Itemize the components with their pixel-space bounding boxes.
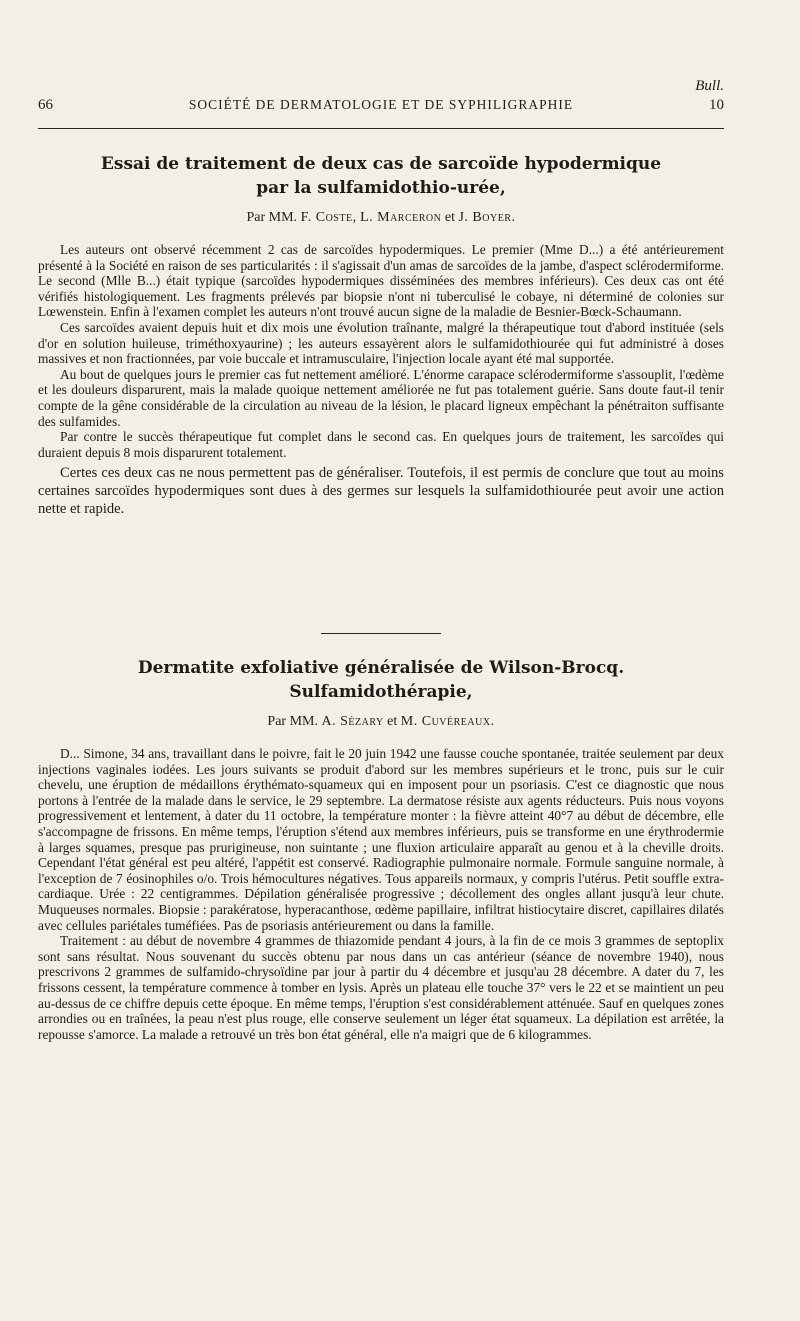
authors-prefix: Par MM. bbox=[267, 714, 318, 729]
article-1-paragraph-4: Par contre le succès thérapeutique fut complet dans le second cas. En quelques jours de traitement, les sarcoïdes qui duraient depuis 8 mois disparurent totalement. bbox=[38, 429, 724, 460]
article-1 bbox=[38, 152, 724, 518]
article-2-title bbox=[38, 656, 724, 704]
running-header bbox=[38, 97, 724, 117]
article-1-title-line2: par la sulfamidothio-urée, bbox=[256, 178, 506, 198]
author-sezary: A. Sézary bbox=[321, 714, 384, 729]
author-boyer: J. Boyer. bbox=[458, 210, 516, 225]
article-2-title-line1: Dermatite exfoliative généralisée de Wilson-Brocq. bbox=[137, 658, 625, 678]
article-2 bbox=[38, 656, 724, 1042]
section-separator bbox=[321, 633, 441, 634]
author-marceron: L. Marceron bbox=[360, 210, 442, 225]
volume-number: 10 bbox=[709, 97, 724, 113]
article-1-title bbox=[38, 152, 724, 200]
article-1-title-line1: Essai de traitement de deux cas de sarcoïde hypodermique bbox=[100, 154, 662, 174]
bull-label: Bull. bbox=[695, 78, 724, 94]
page-number: 66 bbox=[38, 97, 53, 113]
article-2-authors bbox=[38, 712, 724, 732]
authors-and: et bbox=[444, 210, 455, 225]
authors-prefix: Par MM. bbox=[246, 210, 298, 225]
article-2-title-line2: Sulfamidothérapie, bbox=[289, 682, 473, 702]
article-1-paragraph-2: Ces sarcoïdes avaient depuis huit et dix mois une évolution traînante, malgré la thérapeutique tout d'abord instituée (sels d'or en solution huileuse, triméthoxyaurine) ; les auteurs essayèrent alors le sulfamidothiourée qui fut administré à doses massives et non fractionnées, par voie buccale et intramusculaire, l'injection locale ayant été mal supportée. bbox=[38, 319, 724, 367]
article-2-paragraph-1: D... Simone, 34 ans, travaillant dans le poivre, fait le 20 juin 1942 une fausse couche spontanée, traitée seulement par deux injections vaginales iodées. Les jours suivants se produit d'abord sur les membres supérieurs et le tronc, puis sur le cuir chevelu, une éruption de médaillons érythémato-squameux qui en imposent pour un psoriasis. C'est ce diagnostic que nous portons à l'entrée de la malade dans le service, le 29 septembre. La dermatose résiste aux agents réducteurs. Puis nous voyons progressivement et lentement, à dater du 11 octobre, la température monter : la fièvre atteint 40°7 au début de décembre, elle s'accompagne de frissons. En même temps, l'éruption s'étend aux membres inférieurs, puis se transforme en une érythrodermie à larges squames, presque pas prurigineuse, non suintante ; une fluxion articulaire apparaît au genou et à la cheville droits. Cependant l'état général est peu altéré, l'appétit est conservé. Radiographie pulmonaire normale. Formule sanguine normale, à l'exception de 7 éosinophiles o/o. Trois hémocultures négatives. Tous appareils normaux, y compris l'utérus. Petit souffle extra-cardiaque. Urée : 22 centigrammes. Dépilation généralisée progressive ; décollement des ongles allant jusqu'à leur chute. Muqueuses normales. Biopsie : parakératose, hyperacanthose, œdème papillaire, infiltrat histiocytaire discret, capillaires dilatés avec cellules pariétales tuméfiées. Pas de psoriasis antérieurement ou dans la famille. bbox=[38, 746, 724, 933]
article-1-conclusion: Certes ces deux cas ne nous permettent pas de généraliser. Toutefois, il est permis de conclure que tout au moins certaines sarcoïdes hypodermiques sont dues à des germes sur lesquels la sulfamidothiourée peut avoir une action nette et rapide. bbox=[38, 465, 724, 518]
article-1-paragraph-3: Au bout de quelques jours le premier cas fut nettement amélioré. L'énorme carapace sclérodermiforme s'assouplit, l'œdème et les douleurs disparurent, mais la malade quoique nettement améliorée ne fut pas totalement guérie. Sans doute faut-il tenir compte de la gêne considérable de la circulation au niveau de la lésion, le placard ligneux empêchant la pénétraiton suffisante des sulfamides. bbox=[38, 366, 724, 429]
article-1-paragraph-1: Les auteurs ont observé récemment 2 cas de sarcoïdes hypodermiques. Le premier (Mme D...) a été antérieurement présenté à la Société en raison de ses particularités : il s'agissait d'un amas de sarcoïdes de la jambe, d'aspect sclérodermiforme. Le second (Mlle B...) était typique (sarcoïdes hypodermiques disséminées des membres inférieurs). Ces deux cas ont été vérifiés histologiquement. Les fragments prélevés par biopsie n'ont ni tuberculisé le cobaye, ni déterminé de colonies sur Lœwenstein. Enfin à l'examen complet les auteurs n'ont trouvé aucun signe de la maladie de Besnier-Bœck-Schaumann. bbox=[38, 242, 724, 320]
article-1-authors bbox=[38, 208, 724, 228]
author-coste: F. Coste, bbox=[300, 210, 357, 225]
author-cuvereaux: M. Cuvéreaux. bbox=[400, 714, 495, 729]
authors-and: et bbox=[387, 714, 398, 729]
header-rule bbox=[38, 128, 724, 129]
article-2-paragraph-2: Traitement : au début de novembre 4 grammes de thiazomide pendant 4 jours, à la fin de ce mois 3 grammes de septoplix sont sans résultat. Nous souvenant du succès obtenu par nous dans un cas antérieur (séance de novembre 1940), nous prescrivons 2 grammes de sulfamido-chrysoïdine par jour à partir du 4 décembre et jusqu'au 28 décembre. A dater du 7, les frissons cessent, la température commence à tomber en lysis. Après un plateau elle touche 37° vers le 22 et se maintient un peu au-dessus de ce chiffre depuis cette époque. En même temps, l'éruption s'est considérablement atténuée. Sauf en quelques zones arrondies ou en traînées, la peau n'est plus rouge, elle conserve seulement un léger état squameux. La dépilation est arrêtée, la repousse s'amorce. La malade a retrouvé un très bon état général, elle n'a maigri que de 6 kilogrammes. bbox=[38, 933, 724, 1042]
journal-title: SOCIÉTÉ DE DERMATOLOGIE ET DE SYPHILIGRAPHIE bbox=[188, 97, 574, 112]
